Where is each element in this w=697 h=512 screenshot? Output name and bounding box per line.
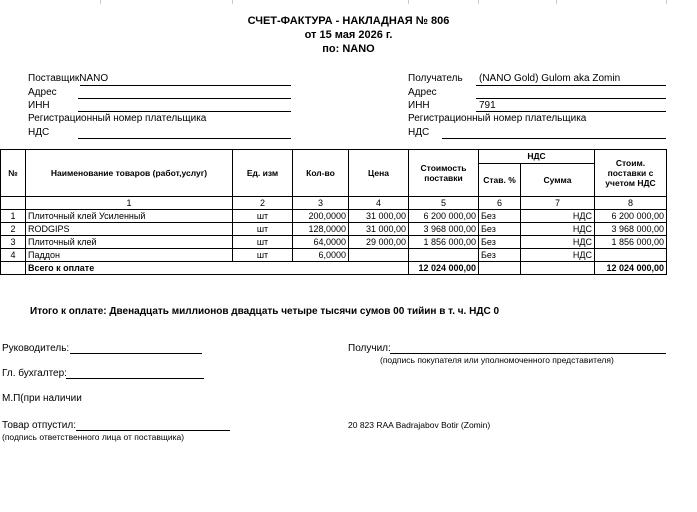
table-row xyxy=(1,236,667,249)
row-unit: шт xyxy=(233,223,293,236)
table-row xyxy=(1,249,667,262)
header-unit: Ед. изм xyxy=(233,150,293,197)
row-total: 1 856 000,00 xyxy=(595,236,667,249)
head-signature-line xyxy=(70,353,202,354)
header-total: Стоим. поставки с учетом НДС xyxy=(595,150,667,197)
released-signature-label: Товар отпустил: xyxy=(2,420,76,431)
recipient-vat-label: НДС xyxy=(408,127,430,138)
supplier-address-label: Адрес xyxy=(28,87,57,98)
recipient-vat-line xyxy=(442,138,666,139)
supplier-vat-label: НДС xyxy=(28,127,50,138)
column-numbers-row xyxy=(1,197,667,210)
supplier-inn-label: ИНН xyxy=(28,100,50,111)
total-cost: 12 024 000,00 xyxy=(409,262,479,275)
row-total: 6 200 000,00 xyxy=(595,210,667,223)
recipient-address-line xyxy=(476,98,666,99)
col-number: 6 xyxy=(479,197,521,210)
received-signature-label: Получил: xyxy=(348,343,391,354)
row-vat-sum: НДС xyxy=(521,249,595,262)
recipient-name-line xyxy=(476,85,666,86)
document-contract: по: NANO xyxy=(322,43,375,55)
header-no: № xyxy=(1,150,26,197)
row-no: 4 xyxy=(1,249,26,262)
document-title: СЧЕТ-ФАКТУРА - НАКЛАДНАЯ № 806 xyxy=(247,15,450,27)
row-total: 3 968 000,00 xyxy=(595,223,667,236)
document-date: от 15 мая 2026 г. xyxy=(304,29,393,41)
recipient-name: (NANO Gold) Gulom aka Zomin xyxy=(479,73,621,84)
row-name: Плиточный клей xyxy=(26,236,233,249)
row-unit: шт xyxy=(233,249,293,262)
header-qty: Кол-во xyxy=(293,150,349,197)
supplier-inn-line xyxy=(78,111,291,112)
accountant-signature-label: Гл. бухгалтер: xyxy=(2,368,67,379)
header-vat-sum: Сумма xyxy=(521,163,595,196)
col-number: 8 xyxy=(595,197,667,210)
supplier-address-line xyxy=(78,98,291,99)
row-price: 31 000,00 xyxy=(349,223,409,236)
row-qty: 6,0000 xyxy=(293,249,349,262)
recipient-reg-label: Регистрационный номер плательщика xyxy=(408,113,587,124)
col-number: 7 xyxy=(521,197,595,210)
row-no: 1 xyxy=(1,210,26,223)
supplier-name: NANO xyxy=(79,73,109,84)
total-label: Всего к оплате xyxy=(26,262,409,275)
header-vat-group: НДС xyxy=(479,150,595,164)
released-note: (подпись ответственного лица от поставщика) xyxy=(2,432,185,442)
amount-in-words: Итого к оплате: Двенадцать миллионов двадцать четыре тысячи сумов 00 тийин в т. ч. НДС 0 xyxy=(30,306,500,317)
row-vat-rate: Без xyxy=(479,223,521,236)
row-qty: 64,0000 xyxy=(293,236,349,249)
col-number: 4 xyxy=(349,197,409,210)
supplier-label: ПоставщикNANO xyxy=(28,73,109,84)
supplier-name-line xyxy=(80,85,291,86)
row-name: Плиточный клей Усиленный xyxy=(26,210,233,223)
recipient-label: Получатель xyxy=(408,73,463,84)
power-of-attorney: 20 823 RAA Badrajabov Botir (Zomin) xyxy=(348,420,491,430)
head-signature-label: Руководитель: xyxy=(2,343,70,354)
row-unit: шт xyxy=(233,210,293,223)
row-name: Паддон xyxy=(26,249,233,262)
row-qty: 128,0000 xyxy=(293,223,349,236)
total-with-vat: 12 024 000,00 xyxy=(595,262,667,275)
row-vat-sum: НДС xyxy=(521,210,595,223)
row-vat-sum: НДС xyxy=(521,236,595,249)
row-price: 29 000,00 xyxy=(349,236,409,249)
row-total xyxy=(595,249,667,262)
row-no: 3 xyxy=(1,236,26,249)
total-row xyxy=(1,262,667,275)
row-qty: 200,0000 xyxy=(293,210,349,223)
row-cost: 6 200 000,00 xyxy=(409,210,479,223)
row-cost: 1 856 000,00 xyxy=(409,236,479,249)
header-price: Цена xyxy=(349,150,409,197)
header-name: Наименование товаров (работ,услуг) xyxy=(26,150,233,197)
row-unit: шт xyxy=(233,236,293,249)
sheet-gridlines xyxy=(0,0,697,10)
recipient-inn-label: ИНН xyxy=(408,100,430,111)
table-header-row-1 xyxy=(1,150,667,164)
supplier-vat-line xyxy=(78,138,291,139)
row-vat-rate: Без xyxy=(479,249,521,262)
table-row xyxy=(1,210,667,223)
header-cost: Стоимость поставки xyxy=(409,150,479,197)
supplier-reg-label: Регистрационный номер плательщика xyxy=(28,113,207,124)
recipient-address-label: Адрес xyxy=(408,87,437,98)
row-vat-rate: Без xyxy=(479,210,521,223)
header-vat-rate: Став. % xyxy=(479,163,521,196)
col-number: 2 xyxy=(233,197,293,210)
recipient-inn: 791 xyxy=(479,100,496,111)
row-no: 2 xyxy=(1,223,26,236)
stamp-label: М.П(при наличии xyxy=(2,393,82,404)
recipient-inn-line xyxy=(476,111,666,112)
row-name: RODGIPS xyxy=(26,223,233,236)
items-table xyxy=(0,149,667,275)
row-cost: 3 968 000,00 xyxy=(409,223,479,236)
row-price: 31 000,00 xyxy=(349,210,409,223)
col-number: 5 xyxy=(409,197,479,210)
row-vat-sum: НДС xyxy=(521,223,595,236)
row-vat-rate: Без xyxy=(479,236,521,249)
received-note: (подпись покупателя или уполномоченного представителя) xyxy=(380,355,614,365)
row-price xyxy=(349,249,409,262)
col-number: 3 xyxy=(293,197,349,210)
table-row xyxy=(1,223,667,236)
col-number: 1 xyxy=(26,197,233,210)
released-signature-line xyxy=(76,430,230,431)
received-signature-line xyxy=(390,353,666,354)
accountant-signature-line xyxy=(66,378,204,379)
row-cost xyxy=(409,249,479,262)
